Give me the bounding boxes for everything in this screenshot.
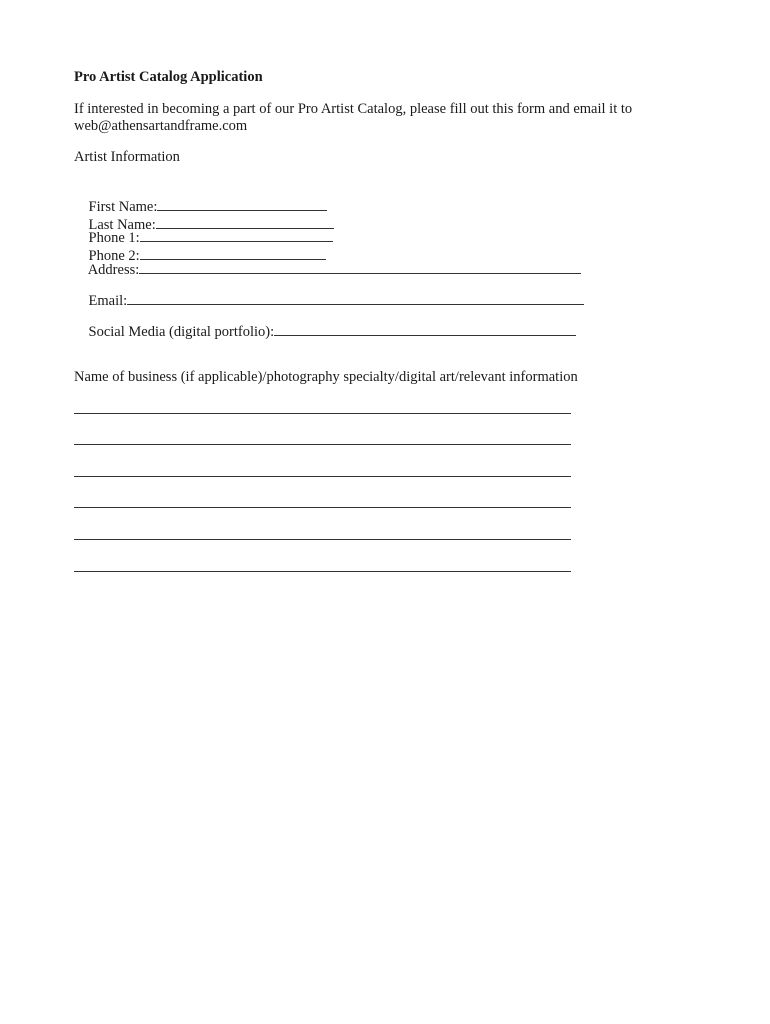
business-info-line[interactable] [74,444,571,445]
intro-line-1: If interested in becoming a part of our Pro Artist Catalog, please fill out this form and email it to [74,101,633,117]
business-info-line[interactable] [74,571,571,572]
phone1-label: Phone 1: [88,230,140,246]
social-media-row[interactable] [74,306,576,358]
address-label: Address: [87,262,140,278]
phone1-blank[interactable] [140,229,333,242]
business-info-line[interactable] [74,476,571,477]
business-info-line[interactable] [74,507,571,508]
business-info-line[interactable] [74,413,571,414]
section-heading: Artist Information [74,149,180,165]
first-name-label: First Name: [88,199,158,215]
social-media-blank[interactable] [274,323,576,336]
social-media-label: Social Media (digital portfolio): [88,324,275,340]
first-name-blank[interactable] [157,198,327,211]
phone2-label: Phone 2: [88,248,140,264]
email-label: Email: [88,293,128,309]
form-title: Pro Artist Catalog Application [74,69,263,85]
address-blank[interactable] [139,261,581,274]
email-blank[interactable] [127,292,584,305]
last-name-label: Last Name: [88,217,156,233]
business-info-line[interactable] [74,539,571,540]
business-prompt: Name of business (if applicable)/photography specialty/digital art/relevant information [74,369,578,385]
intro-line-2: web@athensartandframe.com [74,118,248,134]
